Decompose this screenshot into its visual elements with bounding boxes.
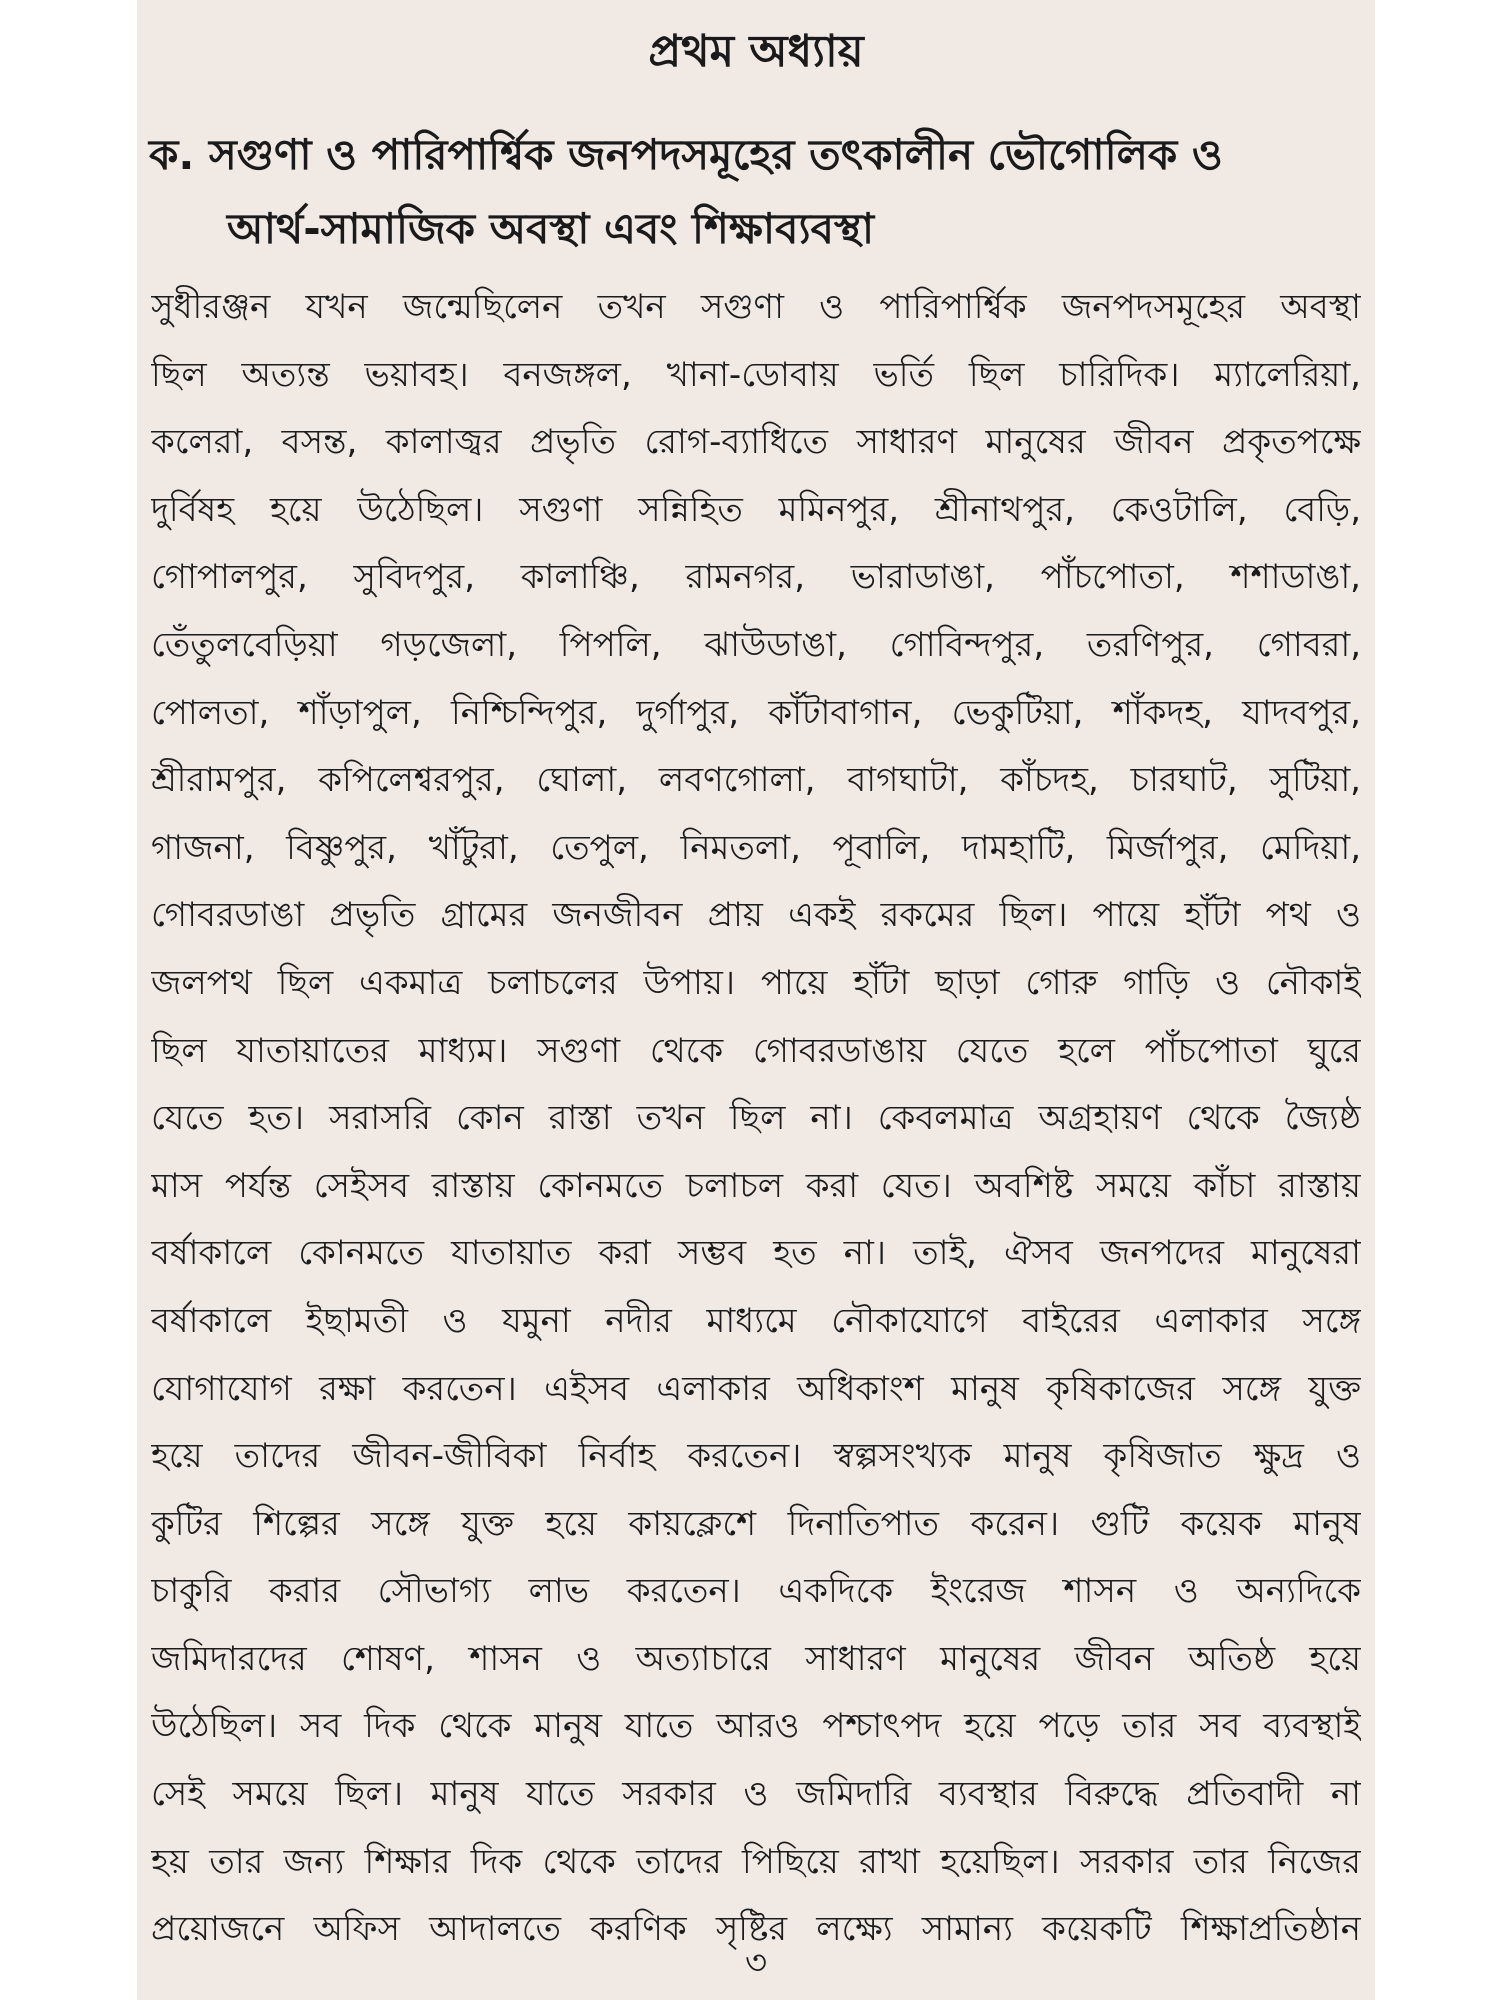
body-line: কুটির শিল্পের সঙ্গে যুক্ত হয়ে কায়ক্লেশে দিনাতিপাত করেন। গুটি কয়েক মানুষ [151, 1503, 1361, 1544]
body-line: পোলতা, শাঁড়াপুল, নিশ্চিন্দিপুর, দুর্গাপুর, কাঁটাবাগান, ভেকুটিয়া, শাঁকদহ, যাদবপুর, [151, 692, 1361, 733]
body-line: গোপালপুর, সুবিদপুর, কালাঞ্চি, রামনগর, ভারাডাঙা, পাঁচপোতা, শশাডাঙা, [151, 557, 1361, 598]
section-heading [149, 118, 1359, 266]
body-text [151, 274, 1361, 1964]
body-line: গাজনা, বিষ্ণুপুর, খাঁটুরা, তেপুল, নিমতলা, পূবালি, দামহাটি, মির্জাপুর, মেদিয়া, [151, 827, 1361, 868]
body-line: কলেরা, বসন্ত, কালাজ্বর প্রভৃতি রোগ-ব্যাধিতে সাধারণ মানুষের জীবন প্রকৃতপক্ষে [151, 422, 1361, 463]
body-line: জমিদারদের শোষণ, শাসন ও অত্যাচারে সাধারণ মানুষের জীবন অতিষ্ঠ হয়ে [151, 1638, 1361, 1679]
body-line: হয় তার জন্য শিক্ষার দিক থেকে তাদের পিছিয়ে রাখা হয়েছিল। সরকার তার নিজের [151, 1841, 1361, 1882]
chapter-title: প্রথম অধ্যায় [648, 26, 864, 77]
body-line: উঠেছিল। সব দিক থেকে মানুষ যাতে আরও পশ্চাৎপদ হয়ে পড়ে তার সব ব্যবস্থাই [151, 1706, 1361, 1747]
body-line: যোগাযোগ রক্ষা করতেন। এইসব এলাকার অধিকাংশ মানুষ কৃষিকাজের সঙ্গে যুক্ত [151, 1368, 1361, 1409]
body-line: মাস পর্যন্ত সেইসব রাস্তায় কোনমতে চলাচল করা যেত। অবশিষ্ট সময়ে কাঁচা রাস্তায় [151, 1165, 1361, 1206]
body-line: জলপথ ছিল একমাত্র চলাচলের উপায়। পায়ে হাঁটা ছাড়া গোরু গাড়ি ও নৌকাই [151, 962, 1361, 1003]
body-line: শ্রীরামপুর, কপিলেশ্বরপুর, ঘোলা, লবণগোলা, বাগঘাটা, কাঁচদহ, চারঘাট, সুটিয়া, [151, 760, 1361, 801]
body-line: ছিল অত্যন্ত ভয়াবহ। বনজঙ্গল, খানা-ডোবায় ভর্তি ছিল চারিদিক। ম্যালেরিয়া, [151, 354, 1361, 395]
body-line: প্রয়োজনে অফিস আদালতে করণিক সৃষ্টির লক্ষ্যে সামান্য কয়েকটি শিক্ষাপ্রতিষ্ঠান [151, 1909, 1361, 1950]
book-page [137, 0, 1375, 2000]
body-line: সেই সময়ে ছিল। মানুষ যাতে সরকার ও জমিদারি ব্যবস্থার বিরুদ্ধে প্রতিবাদী না [151, 1774, 1361, 1815]
section-heading-line-1: ক. সগুণা ও পারিপার্শ্বিক জনপদসমূহের তৎকালীন ভৌগোলিক ও [149, 130, 1223, 179]
body-line: দুর্বিষহ হয়ে উঠেছিল। সগুণা সন্নিহিত মমিনপুর, শ্রীনাথপুর, কেওটালি, বেড়ি, [151, 489, 1361, 530]
page-number: ৩ [744, 1943, 768, 1983]
body-line: বর্ষাকালে কোনমতে যাতায়াত করা সম্ভব হত না। তাই, ঐসব জনপদের মানুষেরা [151, 1233, 1361, 1274]
body-line: ছিল যাতায়াতের মাধ্যম। সগুণা থেকে গোবরডাঙায় যেতে হলে পাঁচপোতা ঘুরে [151, 1030, 1361, 1071]
body-line: চাকুরি করার সৌভাগ্য লাভ করতেন। একদিকে ইংরেজ শাসন ও অন্যদিকে [151, 1571, 1361, 1612]
body-line: বর্ষাকালে ইছামতী ও যমুনা নদীর মাধ্যমে নৌকাযোগে বাইরের এলাকার সঙ্গে [151, 1300, 1361, 1341]
body-line: যেতে হত। সরাসরি কোন রাস্তা তখন ছিল না। কেবলমাত্র অগ্রহায়ণ থেকে জ্যৈষ্ঠ [151, 1098, 1361, 1139]
body-line: গোবরডাঙা প্রভৃতি গ্রামের জনজীবন প্রায় একই রকমের ছিল। পায়ে হাঁটা পথ ও [151, 895, 1361, 936]
body-line: সুধীরঞ্জন যখন জন্মেছিলেন তখন সগুণা ও পারিপার্শ্বিক জনপদসমূহের অবস্থা [151, 287, 1361, 327]
section-heading-line-2: আর্থ-সামাজিক অবস্থা এবং শিক্ষাব্যবস্থা [227, 204, 875, 253]
body-line: তেঁতুলবেড়িয়া গড়জেলা, পিপলি, ঝাউডাঙা, গোবিন্দপুর, তরণিপুর, গোবরা, [151, 624, 1361, 665]
body-line: হয়ে তাদের জীবন-জীবিকা নির্বাহ করতেন। স্বল্পসংখ্যক মানুষ কৃষিজাত ক্ষুদ্র ও [151, 1436, 1361, 1477]
